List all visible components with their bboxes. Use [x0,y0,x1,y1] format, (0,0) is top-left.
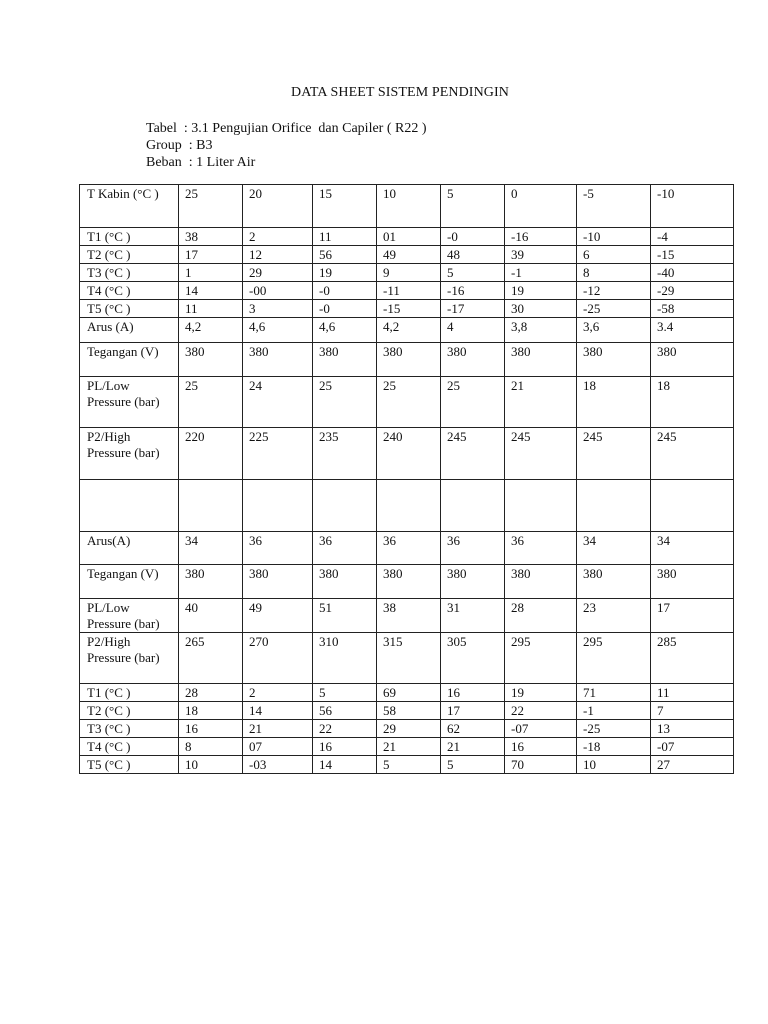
value-cell: 10 [179,756,243,774]
table-row [80,264,734,282]
table-row [80,480,734,532]
value-cell: 49 [377,246,441,264]
row-label-cell: T5 (°C ) [80,300,179,318]
value-cell: 380 [651,343,734,377]
value-cell: -15 [651,246,734,264]
value-cell: 11 [179,300,243,318]
row-label-cell: T4 (°C ) [80,282,179,300]
value-cell: 285 [651,633,734,684]
table-row [80,343,734,377]
row-label-cell [80,480,179,532]
value-cell: 36 [243,532,313,565]
value-cell: 245 [651,428,734,480]
data-table [79,184,734,774]
value-cell: 69 [377,684,441,702]
value-cell: 4,6 [243,318,313,343]
value-cell [651,480,734,532]
value-cell: 315 [377,633,441,684]
value-cell: 11 [313,228,377,246]
value-cell: -25 [577,300,651,318]
value-cell: 295 [577,633,651,684]
value-cell: 265 [179,633,243,684]
value-cell: 245 [505,428,577,480]
value-cell: 16 [179,720,243,738]
value-cell: -18 [577,738,651,756]
value-cell: 58 [377,702,441,720]
value-cell: 380 [377,565,441,599]
value-cell: 21 [377,738,441,756]
table-row [80,565,734,599]
value-cell: 16 [441,684,505,702]
value-cell [505,480,577,532]
value-cell: 21 [243,720,313,738]
value-cell: 16 [505,738,577,756]
value-cell: 10 [377,185,441,228]
value-cell: 310 [313,633,377,684]
value-cell: 18 [179,702,243,720]
value-cell: 56 [313,702,377,720]
value-cell: 22 [313,720,377,738]
table-row [80,228,734,246]
value-cell: 17 [441,702,505,720]
value-cell: -4 [651,228,734,246]
value-cell: 4,2 [179,318,243,343]
value-cell: 51 [313,599,377,633]
value-cell: 29 [377,720,441,738]
value-cell: -16 [441,282,505,300]
value-cell [441,480,505,532]
value-cell: 5 [441,185,505,228]
value-cell: 36 [505,532,577,565]
row-label-cell: T Kabin (°C ) [80,185,179,228]
value-cell: 5 [441,264,505,282]
value-cell: 39 [505,246,577,264]
value-cell: 380 [577,343,651,377]
value-cell: 380 [377,343,441,377]
value-cell: 70 [505,756,577,774]
value-cell: 6 [577,246,651,264]
value-cell: -16 [505,228,577,246]
value-cell: 305 [441,633,505,684]
value-cell: 71 [577,684,651,702]
value-cell: 12 [243,246,313,264]
value-cell: 36 [441,532,505,565]
row-label-cell: Arus(A) [80,532,179,565]
value-cell [243,480,313,532]
value-cell: 25 [377,377,441,428]
table-row [80,300,734,318]
meta-group: Group : B3 [146,138,213,153]
value-cell: 3.4 [651,318,734,343]
value-cell: 2 [243,684,313,702]
value-cell: 270 [243,633,313,684]
value-cell: -00 [243,282,313,300]
meta-tabel: Tabel : 3.1 Pengujian Orifice dan Capiler ( R22 ) [146,121,427,136]
row-label-cell: T4 (°C ) [80,738,179,756]
table-row [80,428,734,480]
value-cell: 11 [651,684,734,702]
meta-beban: Beban : 1 Liter Air [146,155,256,170]
value-cell: 27 [651,756,734,774]
row-label-cell: P2/High Pressure (bar) [80,428,179,480]
row-label-cell: Tegangan (V) [80,565,179,599]
value-cell: 25 [313,377,377,428]
value-cell: -1 [577,702,651,720]
value-cell: 10 [577,756,651,774]
value-cell: -10 [577,228,651,246]
value-cell: 34 [577,532,651,565]
value-cell: 8 [179,738,243,756]
value-cell: 34 [651,532,734,565]
value-cell: 5 [313,684,377,702]
value-cell: 17 [179,246,243,264]
value-cell: 235 [313,428,377,480]
value-cell: -07 [651,738,734,756]
value-cell: 240 [377,428,441,480]
value-cell: 28 [505,599,577,633]
value-cell: 380 [243,343,313,377]
row-label-cell: Arus (A) [80,318,179,343]
value-cell: 25 [441,377,505,428]
value-cell: 9 [377,264,441,282]
row-label-cell: T3 (°C ) [80,720,179,738]
row-label-cell: PL/Low Pressure (bar) [80,599,179,633]
value-cell: 380 [441,565,505,599]
value-cell: 2 [243,228,313,246]
value-cell: 8 [577,264,651,282]
value-cell: 07 [243,738,313,756]
row-label-cell: T1 (°C ) [80,684,179,702]
value-cell: 49 [243,599,313,633]
table-row [80,532,734,565]
table-row [80,756,734,774]
value-cell: 21 [441,738,505,756]
value-cell: 19 [505,684,577,702]
table-row [80,702,734,720]
value-cell: -0 [313,282,377,300]
value-cell [313,480,377,532]
value-cell: 380 [577,565,651,599]
value-cell: 380 [179,343,243,377]
value-cell: 14 [243,702,313,720]
value-cell: 380 [179,565,243,599]
row-label-cell: T2 (°C ) [80,246,179,264]
value-cell: 13 [651,720,734,738]
row-label-cell: T3 (°C ) [80,264,179,282]
value-cell: 5 [377,756,441,774]
value-cell: -40 [651,264,734,282]
value-cell: -11 [377,282,441,300]
value-cell: 40 [179,599,243,633]
value-cell: 29 [243,264,313,282]
table-row [80,377,734,428]
value-cell: 3,8 [505,318,577,343]
value-cell: -15 [377,300,441,318]
value-cell: 225 [243,428,313,480]
value-cell: 31 [441,599,505,633]
value-cell: 245 [441,428,505,480]
value-cell: 16 [313,738,377,756]
value-cell: -12 [577,282,651,300]
value-cell: 14 [179,282,243,300]
value-cell: 28 [179,684,243,702]
value-cell: -58 [651,300,734,318]
row-label-cell: Tegangan (V) [80,343,179,377]
value-cell: -0 [441,228,505,246]
value-cell: 7 [651,702,734,720]
value-cell: -0 [313,300,377,318]
value-cell: 4,6 [313,318,377,343]
value-cell: 18 [577,377,651,428]
table-row [80,599,734,633]
value-cell: 19 [313,264,377,282]
table-row [80,684,734,702]
table-row [80,282,734,300]
value-cell: 23 [577,599,651,633]
row-label-cell: T5 (°C ) [80,756,179,774]
value-cell: 20 [243,185,313,228]
value-cell: 17 [651,599,734,633]
value-cell: -29 [651,282,734,300]
value-cell: 245 [577,428,651,480]
value-cell [179,480,243,532]
value-cell: 36 [377,532,441,565]
table-row [80,318,734,343]
value-cell: 5 [441,756,505,774]
value-cell: 380 [243,565,313,599]
value-cell: 56 [313,246,377,264]
value-cell: 380 [313,565,377,599]
value-cell: 25 [179,377,243,428]
value-cell: -07 [505,720,577,738]
value-cell: 1 [179,264,243,282]
value-cell: 34 [179,532,243,565]
value-cell: 380 [313,343,377,377]
table-row [80,185,734,228]
table-row [80,738,734,756]
value-cell: 01 [377,228,441,246]
value-cell: 380 [505,565,577,599]
table-row [80,720,734,738]
value-cell: 38 [377,599,441,633]
value-cell: 220 [179,428,243,480]
value-cell: -5 [577,185,651,228]
row-label-cell: PL/Low Pressure (bar) [80,377,179,428]
value-cell [577,480,651,532]
value-cell: 19 [505,282,577,300]
value-cell [377,480,441,532]
value-cell: 380 [505,343,577,377]
value-cell: -03 [243,756,313,774]
value-cell: 3 [243,300,313,318]
value-cell: 0 [505,185,577,228]
row-label-cell: T1 (°C ) [80,228,179,246]
row-label-cell: T2 (°C ) [80,702,179,720]
value-cell: 25 [179,185,243,228]
value-cell: 30 [505,300,577,318]
table-meta [146,120,427,171]
value-cell: 21 [505,377,577,428]
value-cell: 380 [651,565,734,599]
table-row [80,633,734,684]
value-cell: -17 [441,300,505,318]
value-cell: 18 [651,377,734,428]
value-cell: 380 [441,343,505,377]
document-title: DATA SHEET SISTEM PENDINGIN [291,85,509,100]
value-cell: -1 [505,264,577,282]
value-cell: 38 [179,228,243,246]
value-cell: 15 [313,185,377,228]
value-cell: -25 [577,720,651,738]
value-cell: 22 [505,702,577,720]
value-cell: 14 [313,756,377,774]
value-cell: 62 [441,720,505,738]
value-cell: 4 [441,318,505,343]
value-cell: 3,6 [577,318,651,343]
value-cell: 48 [441,246,505,264]
value-cell: 36 [313,532,377,565]
row-label-cell: P2/High Pressure (bar) [80,633,179,684]
value-cell: 295 [505,633,577,684]
value-cell: -10 [651,185,734,228]
table-row [80,246,734,264]
value-cell: 24 [243,377,313,428]
value-cell: 4,2 [377,318,441,343]
